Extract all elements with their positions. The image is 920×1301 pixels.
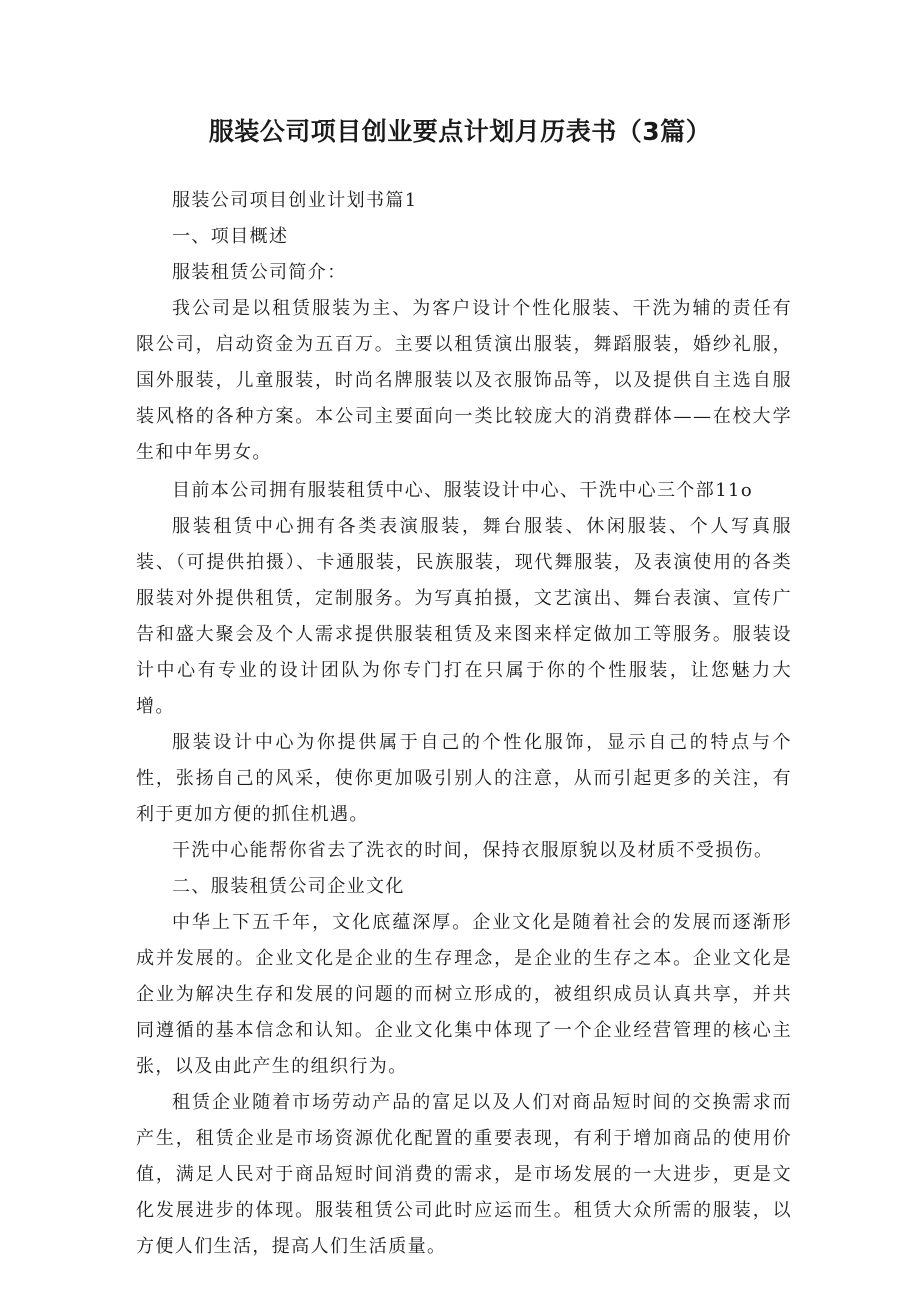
- document-title: 服装公司项目创业要点计划月历表书（3篇）: [208, 117, 712, 146]
- body-paragraph: 租赁企业随着市场劳动产品的富足以及人们对商品短时间的交换需求而产生，租赁企业是市场资源优化配置的重要表现，有利于增加商品的使用价值，满足人民对于商品短时间消费的需求，是市场发展的一大进步，更是文化发展进步的体现。服装租赁公司此时应运而生。租赁大众所需的服装，以方便人们生活，提高人们生活质量。: [136, 1092, 792, 1257]
- document-body: [136, 183, 792, 1265]
- body-paragraph: 服装租赁中心拥有各类表演服装，舞台服装、休闲服装、个人写真服装、（可提供拍摄）、卡通服装，民族服装，现代舞服装，及表演使用的各类服装对外提供租赁，定制服务。为写真拍摄，文艺演出、舞台表演、宣传广告和盛大聚会及个人需求提供服装租赁及来图来样定做加工等服务。服装设计中心有专业的设计团队为你专门打在只属于你的个性服装，让您魅力大增。: [136, 516, 792, 717]
- body-paragraph: 中华上下五千年，文化底蕴深厚。企业文化是随着社会的发展而逐渐形成并发展的。企业文化是企业的生存理念，是企业的生存之本。企业文化是企业为解决生存和发展的问题的而树立形成的，被组织成员认真共享，并共同遵循的基本信念和认知。企业文化集中体现了一个企业经营管理的核心主张，以及由此产生的组织行为。: [136, 912, 792, 1077]
- section-heading: 一、项目概述: [172, 226, 289, 247]
- body-paragraph: 服装设计中心为你提供属于自己的个性化服饰，显示自己的特点与个性，张扬自己的风采，使你更加吸引别人的注意，从而引起更多的关注，有利于更加方便的抓住机遇。: [136, 732, 792, 825]
- body-paragraph: 目前本公司拥有服装租赁中心、服装设计中心、干洗中心三个部11o: [172, 480, 754, 501]
- body-paragraph: 我公司是以租赁服装为主、为客户设计个性化服装、干洗为辅的责任有限公司，启动资金为五百万。主要以租赁演出服装，舞蹈服装，婚纱礼服，国外服装，儿童服装，时尚名牌服装以及衣服饰品等，以及提供自主选自服装风格的各种方案。本公司主要面向一类比较庞大的消费群体——在校大学生和中年男女。: [136, 298, 792, 463]
- section-heading: 服装公司项目创业计划书篇1: [172, 190, 418, 211]
- subsection-heading: 服装租赁公司简介：: [172, 262, 347, 283]
- section-heading: 二、服装租赁公司企业文化: [172, 876, 405, 897]
- body-paragraph: 干洗中心能帮你省去了洗衣的时间，保持衣服原貌以及材质不受损伤。: [172, 840, 774, 861]
